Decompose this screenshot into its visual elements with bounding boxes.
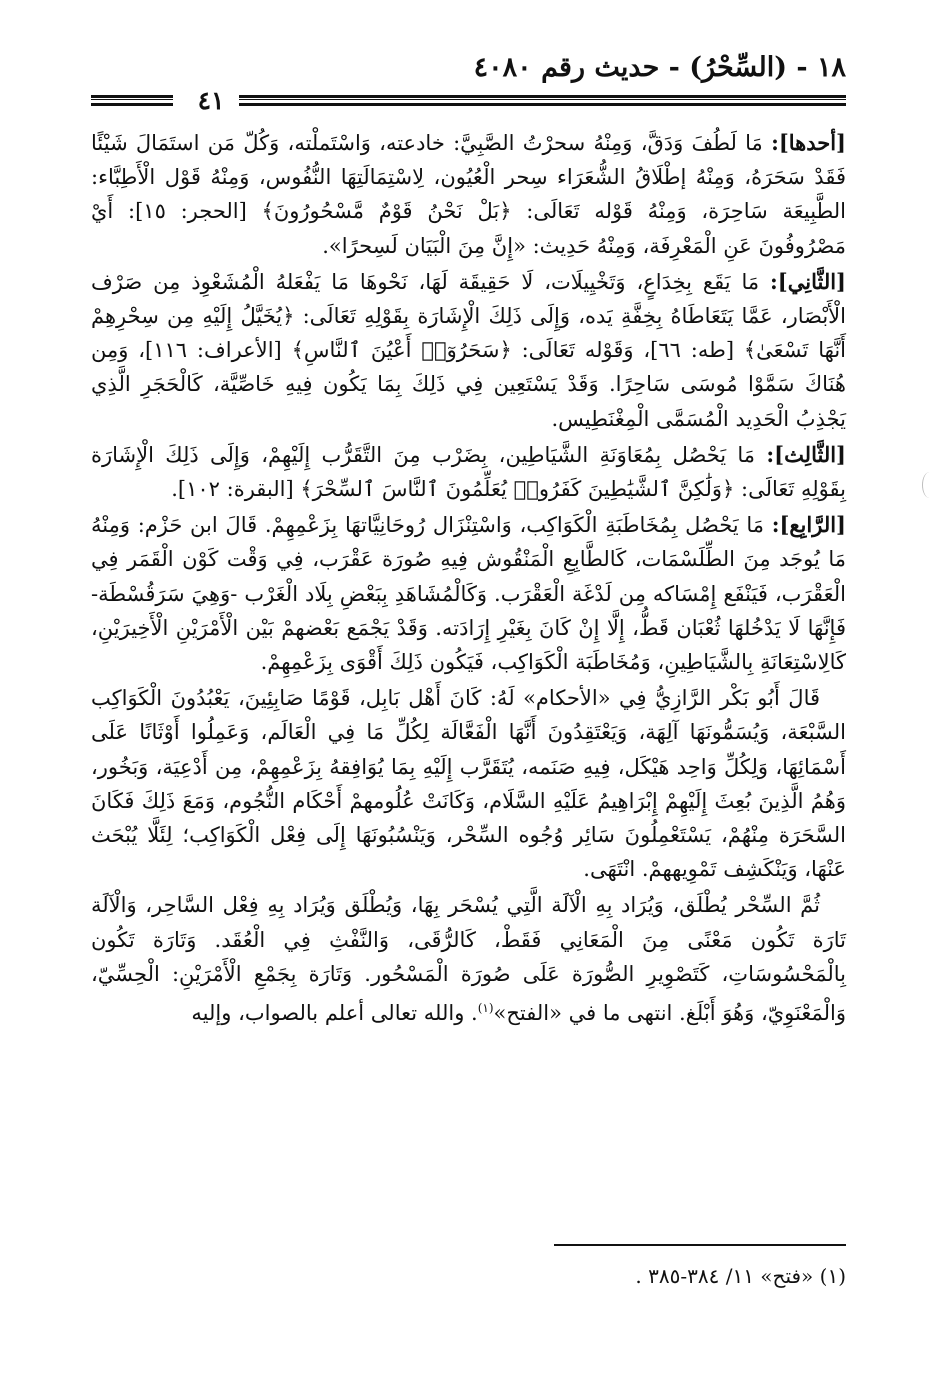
paragraph-lead: [الثَّانِي]: [770,268,846,294]
page-number: ٤١ [197,86,225,115]
paragraph-text: قَالَ أَبُو بَكْر الرَّازِيُّ فِي «الأحكام» لَهُ: كَانَ أَهْل بَابِل، قَوْمًا صَابِئِينَ، يَعْبُدُونَ الْكَوَاكِب السَّبْعَة، وَيُسَمُّونَهَا آلِهَة، وَيَعْتَقِدُونَ أَنَّهَا الْفَعَّالَة لِكُلِّ مَا فِي الْعَالَم، وَعَمِلُوا أَوْثَانًا عَلَى أَسْمَائِهَا، وَلِكُلِّ وَاحِد هَيْكَل، فِيهِ صَنَمه، يُتَقَرَّب إِلَيْهِ بِمَا يُوَافِقهُ بِزَعْمِهِمْ، مِن أَدْعِيَة، وَبَخُور، وَهُمُ الَّذِينَ بُعِثَ إِلَيْهِمْ إِبْرَاهِيمُ عَلَيْهِ السَّلَام، وَكَانَتْ عُلُومهمْ أَحْكَام النُّجُوم، وَمَعَ ذَلِكَ فَكَانَ السَّحَرَة مِنْهُمْ، يَسْتَعْمِلُونَ سَائِر وُجُوه السِّحْر، وَيَنْسُبُونَهَا إِلَى فِعْل الْكَوَاكِب؛ لِئَلَّا يُبْحَث عَنْهَا، وَيَنْكَشِف تَمْوِيههمْ. انْتَهَى. [91,686,846,882]
paragraph-third [91,438,846,506]
paragraph-text: مَا يَقَع بِخِدَاعٍ، وَتَخْيِيلَات، لَا حَقِيقَة لَهَا، نَحْوهَا مَا يَفْعَلهُ الْمُشَعْوِذ مِن صَرْف الْأَبْصَار، عَمَّا يَتَعَاطَاهُ بِخِفَّةِ يَده، وَإِلَى ذَلِكَ الْإِشَارَة بِقَوْلِهِ تَعَالَى: ﴿يُخَيَّلُ إِلَيْهِ مِن سِحْرِهِمْ أَنَّهَا تَسْعَىٰ﴾ [طه: ٦٦]، وَقَوْله تَعَالَى: ﴿سَحَرُوٓا۟ أَعْيُنَ ٱلنَّاسِ﴾ [الأعراف: ١١٦]، وَمِن هُنَاكَ سَمَّوْا مُوسَى سَاحِرًا. وَقَدْ يَسْتَعِين فِي ذَلِكَ بِمَا يَكُون فِيهِ خَاصِّيَّة، كَالْحَجَرِ الَّذِي يَجْذِبُ الْحَدِيد الْمُسَمَّى الْمِغْنَطِيس. [91,269,846,431]
main-text [91,126,846,1032]
header-rule-right [239,95,846,106]
paragraph-second [91,265,846,436]
paragraph-closing [91,888,846,1030]
paragraph-text: مَا يَحْصُل بِمُخَاطَبَةِ الْكَوَاكِب، وَاسْتِنْزَال رُوحَانِيَّاتهَا بِزَعْمِهِمْ. قَالَ ابن حَزْم: وَمِنْهُ مَا يُوجَد مِنَ الطِّلَسْمَات، كَالطَّابِعِ الْمَنْقُوش فِيهِ صُورَة عَقْرَب، فِي وَقْت كَوْن الْقَمَر فِي الْعَقْرَب، فَيَنْفَع إِمْسَاكه مِن لَدْغَة الْعَقْرَب. وَكَالْمُشَاهَدِ بِبَعْضِ بِلَاد الْغَرْب -وَهِيَ سَرَقُسْطَة- فَإِنَّهَا لَا يَدْخُلهَا ثُعْبَان قَطُّ، إِلَّا إِنْ كَانَ بِغَيْرِ إِرَادَته. وَقَدْ يَجْمَع بَعْضهمْ بَيْن الْأَمْرَيْنِ الْأَخِيرَيْنِ، كَالِاسْتِعَانَةِ بِالشَّيَاطِينِ، وَمُخَاطَبَة الْكَوَاكِب، فَيَكُون ذَلِكَ أَقْوَى بِزَعْمِهِمْ. [91,513,846,675]
paragraph-lead: [الثَّالِث]: [766,441,846,467]
paragraph-text: ثُمَّ السِّحْر يُطْلَق، وَيُرَاد بِهِ الْآلَة الَّتِي يُسْحَر بِهَا، وَيُطْلَق وَيُرَاد بِهِ فِعْل السَّاحِر، وَالْآلَة تَارَة تَكُون مَعْنًى مِنَ الْمَعَانِي فَقَطْ، كَالرُّقَى، وَالنَّفْثِ فِي الْعُقَد. وَتَارَة تَكُون بِالْمَحْسُوسَاتِ، كَتَصْوِيرِ الصُّورَة عَلَى صُورَة الْمَسْحُور. وَتَارَة بِجَمْعِ الْأَمْرَيْنِ: الْحِسِّيّ، وَالْمَعْنَوِيّ، وَهُوَ أَبْلَغ. انتهى ما في «الفتح» [91,893,846,1026]
header-rules [91,88,846,116]
paragraph-lead: [الرَّابِع]: [771,512,846,538]
paragraph-tail: . والله تعالى أعلم بالصواب، وإليه [191,1001,478,1026]
footnote: (١) «فتح» ١١/ ٣٨٤-٣٨٥ . [635,1264,846,1288]
running-title: ١٨ - (السِّحْرُ) - حديث رقم ٤٠٨٠ [473,52,846,83]
header-rule-left [91,95,173,106]
footnote-separator [554,1244,846,1246]
paragraph-text: مَا لَطُفَ وَدَقَّ، وَمِنْهُ سحرْتُ الصَّبِيَّ: خادعته، وَاسْتَملْته، وَكُلّ مَن استَمَالَ شَيْئًا فَقَدْ سَحَرَهُ، وَمِنْهُ إطْلَاقُ الشُّعَرَاء سِحر الْعُيُون، لِاسْتِمَالَتِهَا النُّفُوس، وَمِنْهُ قَوْل الْأَطِبَّاء: الطَّبِيعَة سَاحِرَة، وَمِنْهُ قَوْله تَعَالَى: ﴿بَلْ نَحْنُ قَوْمٌ مَّسْحُورُونَ﴾ [الحجر: ١٥]: أَيْ مَصْرُوفُونَ عَنِ الْمَعْرِفَة، وَمِنْهُ حَدِيث: «إِنَّ مِنَ الْبَيَان لَسِحرًا». [91,131,846,258]
paragraph-text: مَا يَحْصُل بِمُعَاوَنَةِ الشَّيَاطِين، بِضَرْب مِنَ التَّقَرُّب إِلَيْهِمْ، وَإِلَى ذَلِكَ الْإِشَارَة بِقَوْلِهِ تَعَالَى: ﴿وَلَٰكِنَّ ٱلشَّيَٰطِينَ كَفَرُوا۟ يُعَلِّمُونَ ٱلنَّاسَ ٱلسِّحْرَ﴾ [البقرة: ١٠٢]. [91,442,846,502]
paragraph-lead: [أحدها]: [771,130,846,155]
paragraph-fourth [91,508,846,679]
footnote-reference[interactable]: (١) [477,1001,494,1016]
paragraph-razi-quote [91,681,846,886]
paragraph-first [91,126,846,263]
page-edge-mark [922,472,937,498]
